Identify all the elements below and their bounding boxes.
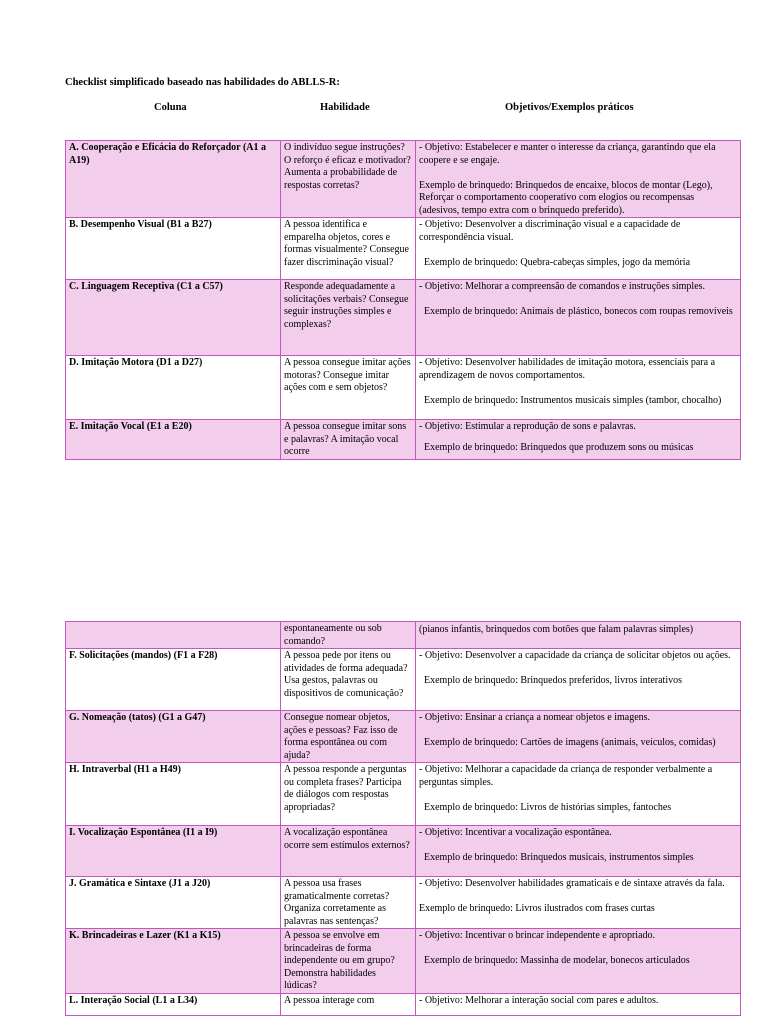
area-cell: L. Interação Social (L1 a L34) — [66, 993, 281, 1015]
table-row — [66, 826, 741, 877]
header-coluna: Coluna — [154, 102, 187, 113]
objective-text: - Objetivo: Melhorar a compreensão de comandos e instruções simples. — [419, 281, 706, 292]
objective-text: - Objetivo: Melhorar a capacidade da criança de responder verbalmente a perguntas simples. — [419, 764, 713, 788]
table-row — [66, 649, 741, 711]
skill-cell: A pessoa identifica e emparelha objetos, cores e formas visualmente? Consegue fazer discriminação visual? — [281, 218, 416, 280]
objective-cell — [416, 993, 741, 1015]
skill-cell: A pessoa consegue imitar ações motoras? Consegue imitar ações com e sem objetos? — [281, 356, 416, 420]
objective-text: - Objetivo: Estimular a reprodução de sons e palavras. — [419, 421, 636, 432]
area-cell: C. Linguagem Receptiva (C1 a C57) — [66, 280, 281, 356]
objective-cell — [416, 141, 741, 218]
table-row — [66, 711, 741, 763]
area-cell: A. Cooperação e Eficácia do Reforçador (A1 a A19) — [66, 141, 281, 218]
example-text: Exemplo de brinquedo: Brinquedos preferidos, livros interativos — [424, 675, 683, 686]
table-row — [66, 763, 741, 826]
objective-cell — [416, 280, 741, 356]
objective-text: - Objetivo: Desenvolver a capacidade da criança de solicitar objetos ou ações. — [419, 650, 731, 661]
skill-cell: A pessoa usa frases gramaticalmente corretas? Organiza corretamente as palavras nas sentenças? — [281, 877, 416, 929]
skill-cell: A vocalização espontânea ocorre sem estímulos externos? — [281, 826, 416, 877]
area-cell: K. Brincadeiras e Lazer (K1 a K15) — [66, 929, 281, 994]
objective-text: - Objetivo: Estabelecer e manter o interesse da criança, garantindo que ela coopere e se engaje. — [419, 142, 716, 166]
example-text: Exemplo de brinquedo: Livros ilustrados com frases curtas — [419, 903, 655, 914]
skill-cell: Responde adequadamente a solicitações verbais? Consegue seguir instruções simples e complexas? — [281, 280, 416, 356]
skill-cell: A pessoa consegue imitar sons e palavras? A imitação vocal ocorre — [281, 420, 416, 460]
skill-cell: A pessoa pede por itens ou atividades de forma adequada? Usa gestos, palavras ou dispositivos de comunicação? — [281, 649, 416, 711]
objective-text: - Objetivo: Desenvolver habilidades de imitação motora, essenciais para a aprendizagem de novos comportamentos. — [419, 357, 716, 381]
objective-text: - Objetivo: Desenvolver habilidades gramaticais e de sintaxe através da fala. — [419, 878, 725, 889]
example-text: Exemplo de brinquedo: Animais de plástico, bonecos com roupas removíveis — [424, 306, 733, 317]
objective-cell — [416, 929, 741, 994]
area-cell: E. Imitação Vocal (E1 a E20) — [66, 420, 281, 460]
checklist-table-continued — [65, 621, 741, 1016]
header-habilidade: Habilidade — [320, 102, 370, 113]
objective-text: - Objetivo: Desenvolver a discriminação visual e a capacidade de correspondência visual. — [419, 219, 681, 243]
area-cell: I. Vocalização Espontânea (I1 a I9) — [66, 826, 281, 877]
objective-cell — [416, 711, 741, 763]
area-cell: G. Nomeação (tatos) (G1 a G47) — [66, 711, 281, 763]
area-cell: B. Desempenho Visual (B1 a B27) — [66, 218, 281, 280]
table-row — [66, 280, 741, 356]
objective-cell — [416, 763, 741, 826]
skill-cell: A pessoa se envolve em brincadeiras de forma independente ou em grupo? Demonstra habilidades lúdicas? — [281, 929, 416, 994]
objective-cell — [416, 877, 741, 929]
table-row — [66, 877, 741, 929]
objective-text: - Objetivo: Incentivar a vocalização espontânea. — [419, 827, 612, 838]
table-row — [66, 993, 741, 1015]
area-cell: J. Gramática e Sintaxe (J1 a J20) — [66, 877, 281, 929]
skill-cell: espontaneamente ou sob comando? — [281, 622, 416, 649]
area-cell: H. Intraverbal (H1 a H49) — [66, 763, 281, 826]
objective-text: - Objetivo: Melhorar a interação social com pares e adultos. — [419, 994, 659, 1006]
objective-text: - Objetivo: Ensinar a criança a nomear objetos e imagens. — [419, 712, 651, 723]
table-row — [66, 218, 741, 280]
example-text: Exemplo de brinquedo: Brinquedos que produzem sons ou músicas — [424, 441, 694, 453]
area-cell: F. Solicitações (mandos) (F1 a F28) — [66, 649, 281, 711]
example-text: Exemplo de brinquedo: Massinha de modelar, bonecos articulados — [424, 955, 690, 966]
skill-cell: Consegue nomear objetos, ações e pessoas? Faz isso de forma espontânea ou com ajuda? — [281, 711, 416, 763]
objective-cell — [416, 622, 741, 649]
page-title: Checklist simplificado baseado nas habilidades do ABLLS-R: — [65, 77, 340, 88]
objective-text: (pianos infantis, brinquedos com botões que falam palavras simples) — [419, 624, 694, 635]
table-row — [66, 622, 741, 649]
area-cell — [66, 622, 281, 649]
skill-cell: O indivíduo segue instruções? O reforço é eficaz e motivador? Aumenta a probabilidade de respostas corretas? — [281, 141, 416, 218]
table-row — [66, 420, 741, 460]
example-text: Exemplo de brinquedo: Livros de histórias simples, fantoches — [424, 801, 672, 813]
example-text: Exemplo de brinquedo: Quebra-cabeças simples, jogo da memória — [424, 256, 691, 268]
checklist-table — [65, 140, 741, 460]
example-text: Exemplo de brinquedo: Cartões de imagens (animais, veículos, comidas) — [424, 737, 716, 748]
table-row — [66, 356, 741, 420]
objective-cell — [416, 649, 741, 711]
area-cell: D. Imitação Motora (D1 a D27) — [66, 356, 281, 420]
objective-text: - Objetivo: Incentivar o brincar independente e apropriado. — [419, 930, 656, 941]
objective-cell — [416, 356, 741, 420]
skill-cell: A pessoa responde a perguntas ou completa frases? Participa de diálogos com respostas apropriadas? — [281, 763, 416, 826]
objective-cell — [416, 420, 741, 460]
table-row — [66, 929, 741, 994]
table-row — [66, 141, 741, 218]
objective-cell — [416, 218, 741, 280]
skill-cell: A pessoa interage com — [281, 993, 416, 1015]
header-objetivos: Objetivos/Exemplos práticos — [505, 102, 634, 113]
example-text: Exemplo de brinquedo: Brinquedos musicais, instrumentos simples — [424, 852, 694, 863]
objective-cell — [416, 826, 741, 877]
example-text: Exemplo de brinquedo: Brinquedos de encaixe, blocos de montar (Lego), Reforçar o comportamento cooperativo com elogios ou recompensas (adesivos, tempo extra com o brinquedo preferido). — [419, 179, 713, 216]
example-text: Exemplo de brinquedo: Instrumentos musicais simples (tambor, chocalho) — [424, 394, 722, 406]
